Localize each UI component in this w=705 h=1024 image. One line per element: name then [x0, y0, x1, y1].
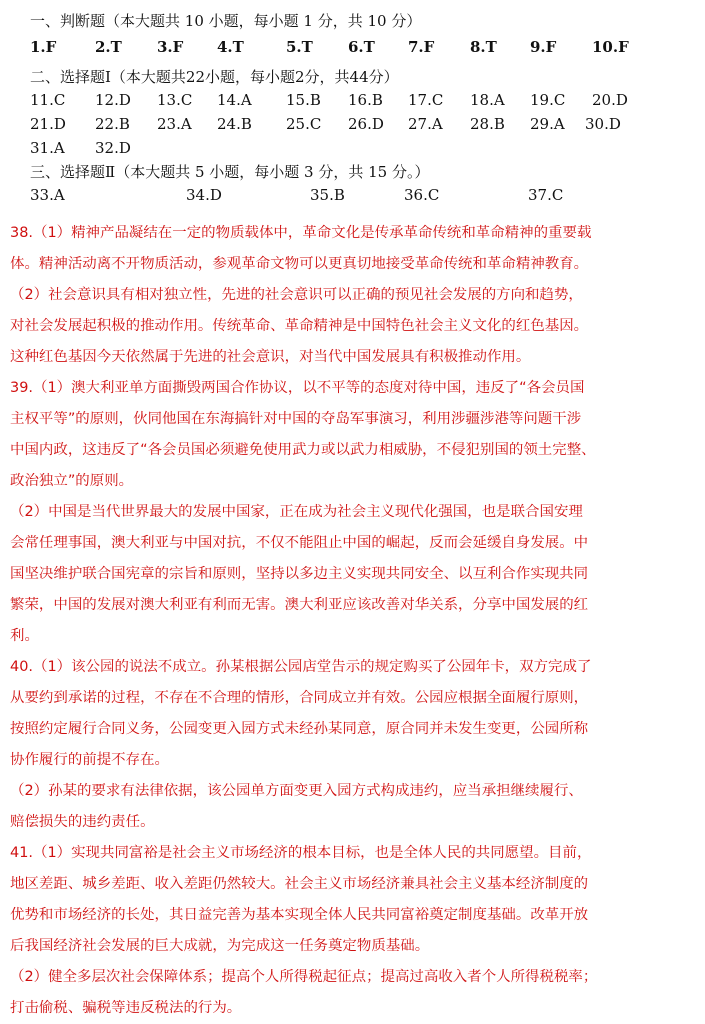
essay-line: 利。 [10, 628, 39, 644]
essay-line: 打击偷税、骗税等违反税法的行为。 [10, 1000, 242, 1016]
answer-item: 20.D [592, 91, 628, 109]
answer-item: 17.C [408, 91, 444, 109]
essay-line: 从要约到承诺的过程，不存在不合理的情形，合同成立并有效。公园应根据全面履行原则， [10, 690, 589, 706]
answer-item: 22.B [95, 115, 130, 133]
answer-item: 9.F [530, 38, 557, 56]
essay-line: 会常任理事国，澳大利亚与中国对抗，不仅不能阻止中国的崛起，反而会延缓自身发展。中 [10, 535, 589, 551]
essay-line: 繁荣，中国的发展对澳大利亚有利而无害。澳大利亚应该改善对华关系，分享中国发展的红 [10, 597, 589, 613]
essay-line: 38.（1）精神产品凝结在一定的物质载体中，革命文化是传承革命传统和革命精神的重要载 [10, 225, 592, 241]
section3-answers [0, 186, 705, 208]
section2-answers-row2 [0, 115, 705, 137]
essay-line: 39.（1）澳大利亚单方面撕毁两国合作协议，以不平等的态度对待中国，违反了“各会员国 [10, 380, 585, 396]
answer-item: 5.T [286, 38, 313, 56]
essay-line: 41.（1）实现共同富裕是社会主义市场经济的根本目标，也是全体人民的共同愿望。目前， [10, 845, 592, 861]
answer-item: 32.D [95, 139, 131, 157]
essay-line: 中国内政，这违反了“各会员国必须避免使用武力或以武力相威胁，不侵犯别国的领土完整、 [10, 442, 596, 458]
answer-item: 30.D [585, 115, 621, 133]
essay-answers [10, 218, 700, 1024]
section1-answers [0, 38, 705, 60]
essay-line: 优势和市场经济的长处，其日益完善为基本实现全体人民共同富裕奠定制度基础。改革开放 [10, 907, 589, 923]
essay-line: 协作履行的前提不存在。 [10, 752, 169, 768]
answer-item: 6.T [348, 38, 375, 56]
answer-item: 10.F [592, 38, 629, 56]
essay-line: 对社会发展起积极的推动作用。传统革命、革命精神是中国特色社会主义文化的红色基因。 [10, 318, 589, 334]
answer-item: 37.C [528, 186, 564, 204]
answer-item: 1.F [30, 38, 57, 56]
essay-line: 体。精神活动离不开物质活动，参观革命文物可以更真切地接受革命传统和革命精神教育。 [10, 256, 589, 272]
section2-answers-row1 [0, 91, 705, 113]
answer-item: 23.A [157, 115, 192, 133]
answer-item: 12.D [95, 91, 131, 109]
answer-item: 14.A [217, 91, 252, 109]
essay-line: （2）健全多层次社会保障体系；提高个人所得税起征点；提高过高收入者个人所得税税率； [10, 969, 598, 985]
answer-item: 3.F [157, 38, 184, 56]
section1-heading: 一、判断题（本大题共 10 小题，每小题 1 分，共 10 分） [30, 12, 422, 30]
essay-line: （2）中国是当代世界最大的发展中国家，正在成为社会主义现代化强国，也是联合国安理 [10, 504, 583, 520]
essay-line: （2）孙某的要求有法律依据，该公园单方面变更入园方式构成违约，应当承担继续履行、 [10, 783, 583, 799]
answer-item: 26.D [348, 115, 384, 133]
answer-item: 11.C [30, 91, 66, 109]
answer-item: 28.B [470, 115, 505, 133]
essay-line: 政治独立”的原则。 [10, 473, 134, 489]
answer-item: 25.C [286, 115, 322, 133]
essay-line: 40.（1）该公园的说法不成立。孙某根据公园店堂告示的规定购买了公园年卡，双方完成了 [10, 659, 592, 675]
answer-item: 13.C [157, 91, 193, 109]
answer-item: 35.B [310, 186, 345, 204]
essay-line: 地区差距、城乡差距、收入差距仍然较大。社会主义市场经济兼具社会主义基本经济制度的 [10, 876, 589, 892]
answer-item: 29.A [530, 115, 565, 133]
answer-item: 24.B [217, 115, 252, 133]
answer-item: 15.B [286, 91, 321, 109]
essay-line: 按照约定履行合同义务，公园变更入园方式未经孙某同意，原合同并未发生变更，公园所称 [10, 721, 589, 737]
answer-item: 33.A [30, 186, 65, 204]
answer-item: 4.T [217, 38, 244, 56]
answer-item: 19.C [530, 91, 566, 109]
answer-item: 16.B [348, 91, 383, 109]
answer-item: 31.A [30, 139, 65, 157]
answer-item: 36.C [404, 186, 440, 204]
section2-heading: 二、选择题Ⅰ（本大题共22小题，每小题2分，共44分） [30, 68, 399, 86]
essay-line: 国坚决维护联合国宪章的宗旨和原则，坚持以多边主义实现共同安全、以互利合作实现共同 [10, 566, 589, 582]
essay-line: （2）社会意识具有相对独立性，先进的社会意识可以正确的预见社会发展的方向和趋势， [10, 287, 583, 303]
section3-heading: 三、选择题Ⅱ（本大题共 5 小题，每小题 3 分，共 15 分。） [30, 163, 430, 181]
answer-item: 18.A [470, 91, 505, 109]
essay-line: 主权平等”的原则，伙同他国在东海搞针对中国的夺岛军事演习，利用涉疆涉港等问题干涉 [10, 411, 582, 427]
essay-line: 赔偿损失的违约责任。 [10, 814, 155, 830]
answer-item: 27.A [408, 115, 443, 133]
answer-item: 34.D [186, 186, 222, 204]
section2-answers-row3 [0, 139, 705, 161]
answer-item: 8.T [470, 38, 497, 56]
answer-item: 21.D [30, 115, 66, 133]
answer-item: 7.F [408, 38, 435, 56]
essay-line: 这种红色基因今天依然属于先进的社会意识，对当代中国发展具有积极推动作用。 [10, 349, 531, 365]
essay-line: 后我国经济社会发展的巨大成就，为完成这一任务奠定物质基础。 [10, 938, 430, 954]
answer-item: 2.T [95, 38, 122, 56]
